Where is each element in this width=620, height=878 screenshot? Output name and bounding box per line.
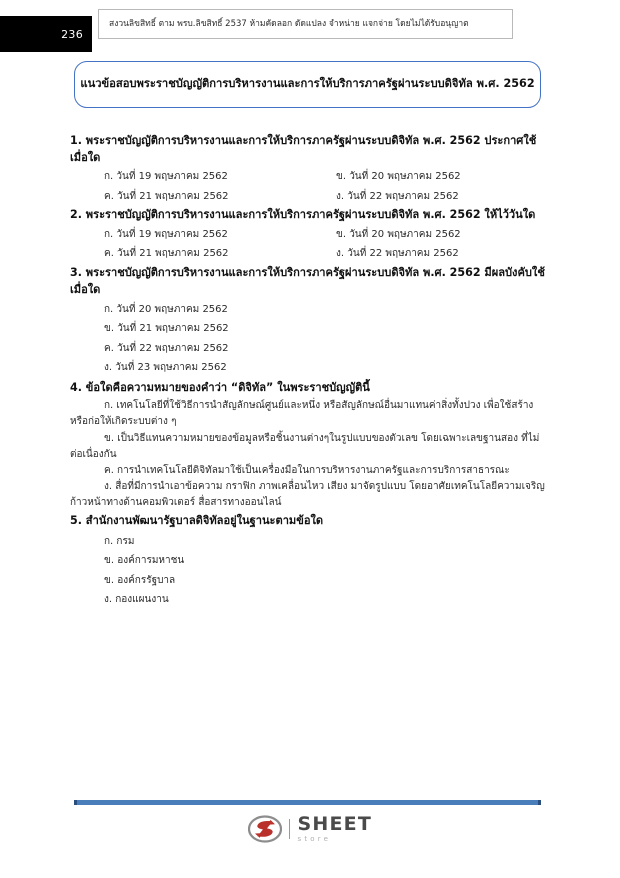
option-item[interactable]: ก. วันที่ 20 พฤษภาคม 2562	[104, 303, 228, 315]
page-number-box	[0, 16, 92, 52]
question-block	[70, 264, 550, 378]
question-block	[70, 379, 550, 512]
document-title-box	[74, 61, 541, 108]
question-text: 3. พระราชบัญญัติการบริหารงานและการให้บริการภาครัฐผ่านระบบดิจิทัล พ.ศ. 2562 มีผลบังคับใช้เมื่อใด	[70, 265, 545, 296]
option-item[interactable]: ข. เป็นวิธีแทนความหมายของข้อมูลหรือชิ้นงานต่างๆในรูปแบบของตัวเลข โดยเฉพาะเลขฐานสอง ที่ไม่ต่อเนื่องกัน	[70, 432, 540, 460]
option-item[interactable]: ข. วันที่ 21 พฤษภาคม 2562	[104, 323, 229, 335]
option-item[interactable]: ค. การนำเทคโนโลยีดิจิทัลมาใช้เป็นเครื่องมือในการบริหารงานภาครัฐและการบริการสาธารณะ	[104, 464, 510, 476]
question-block	[70, 132, 550, 205]
option-item[interactable]: ง. วันที่ 23 พฤษภาคม 2562	[104, 362, 227, 374]
logo-sub-text: store	[297, 835, 332, 843]
page-header	[0, 0, 620, 56]
question-text: 2. พระราชบัญญัติการบริหารงานและการให้บริการภาครัฐผ่านระบบดิจิทัล พ.ศ. 2562 ให้ไว้วันใด	[70, 208, 536, 222]
footer-logo	[0, 812, 620, 846]
option-list	[70, 300, 550, 378]
option-item[interactable]: ง. กองแผนงาน	[104, 594, 169, 606]
logo-main-text: SHEET	[297, 813, 372, 835]
copyright-notice-box	[98, 9, 513, 39]
option-item[interactable]: ก. วันที่ 19 พฤษภาคม 2562	[104, 228, 228, 240]
option-item[interactable]: ค. วันที่ 21 พฤษภาคม 2562	[104, 248, 229, 260]
option-item[interactable]: ก. เทคโนโลยีที่ใช้วิธีการนำสัญลักษณ์ศูนย์และหนึ่ง หรือสัญลักษณ์อื่นมาแทนค่าสิ่งทั้งปวง เพื่อใช้สร้างหรือก่อให้เกิดระบบต่าง ๆ	[70, 400, 534, 428]
question-block	[70, 512, 550, 609]
option-item[interactable]: ค. วันที่ 21 พฤษภาคม 2562	[104, 190, 229, 202]
option-item[interactable]: ข. องค์กรรัฐบาล	[104, 574, 176, 586]
logo-divider	[289, 819, 291, 839]
option-item[interactable]: ข. วันที่ 20 พฤษภาคม 2562	[336, 171, 461, 183]
question-text: 4. ข้อใดคือความหมายของคำว่า “ดิจิทัล” ในพระราชบัญญัตินี้	[70, 380, 370, 394]
option-item[interactable]: ค. วันที่ 22 พฤษภาคม 2562	[104, 342, 229, 354]
option-list	[70, 168, 550, 205]
option-item[interactable]: ก. กรม	[104, 535, 135, 547]
option-list	[70, 398, 550, 511]
option-item[interactable]: ง. สื่อที่มีการนำเอาข้อความ กราฟิก ภาพเคลื่อนไหว เสียง มาจัดรูปแบบ โดยอาศัยเทคโนโลยีความเจริญก้าวหน้าทางด้านคอมพิวเตอร์ สื่อสารทางออนไลน์	[70, 481, 545, 509]
question-text: 1. พระราชบัญญัติการบริหารงานและการให้บริการภาครัฐผ่านระบบดิจิทัล พ.ศ. 2562 ประกาศใช้เมื่อใด	[70, 134, 537, 165]
option-item[interactable]: ง. วันที่ 22 พฤษภาคม 2562	[336, 190, 459, 202]
question-block	[70, 206, 550, 262]
option-item[interactable]: ข. องค์การมหาชน	[104, 555, 185, 567]
question-text: 5. สำนักงานพัฒนารัฐบาลดิจิทัลอยู่ในฐานะตามข้อใด	[70, 514, 324, 528]
option-item[interactable]: ง. วันที่ 22 พฤษภาคม 2562	[336, 248, 459, 260]
option-list	[70, 532, 550, 610]
question-list	[70, 132, 550, 611]
page-title: แนวข้อสอบพระราชบัญญัติการบริหารงานและการให้บริการภาครัฐผ่านระบบดิจิทัล พ.ศ. 2562	[80, 77, 535, 91]
sheet-store-s-logo-icon	[248, 812, 282, 846]
option-list	[70, 226, 550, 263]
option-item[interactable]: ก. วันที่ 19 พฤษภาคม 2562	[104, 171, 228, 183]
logo-wordmark	[297, 815, 372, 843]
option-item[interactable]: ข. วันที่ 20 พฤษภาคม 2562	[336, 228, 461, 240]
page-number: 236	[61, 27, 83, 41]
footer-divider-rule	[74, 800, 541, 805]
copyright-notice-text: สงวนลิขสิทธิ์ ตาม พรบ.ลิขสิทธิ์ 2537 ห้ามคัดลอก ดัดแปลง จำหน่าย แจกจ่าย โดยไม่ได้รับอนุญาต	[109, 18, 469, 29]
